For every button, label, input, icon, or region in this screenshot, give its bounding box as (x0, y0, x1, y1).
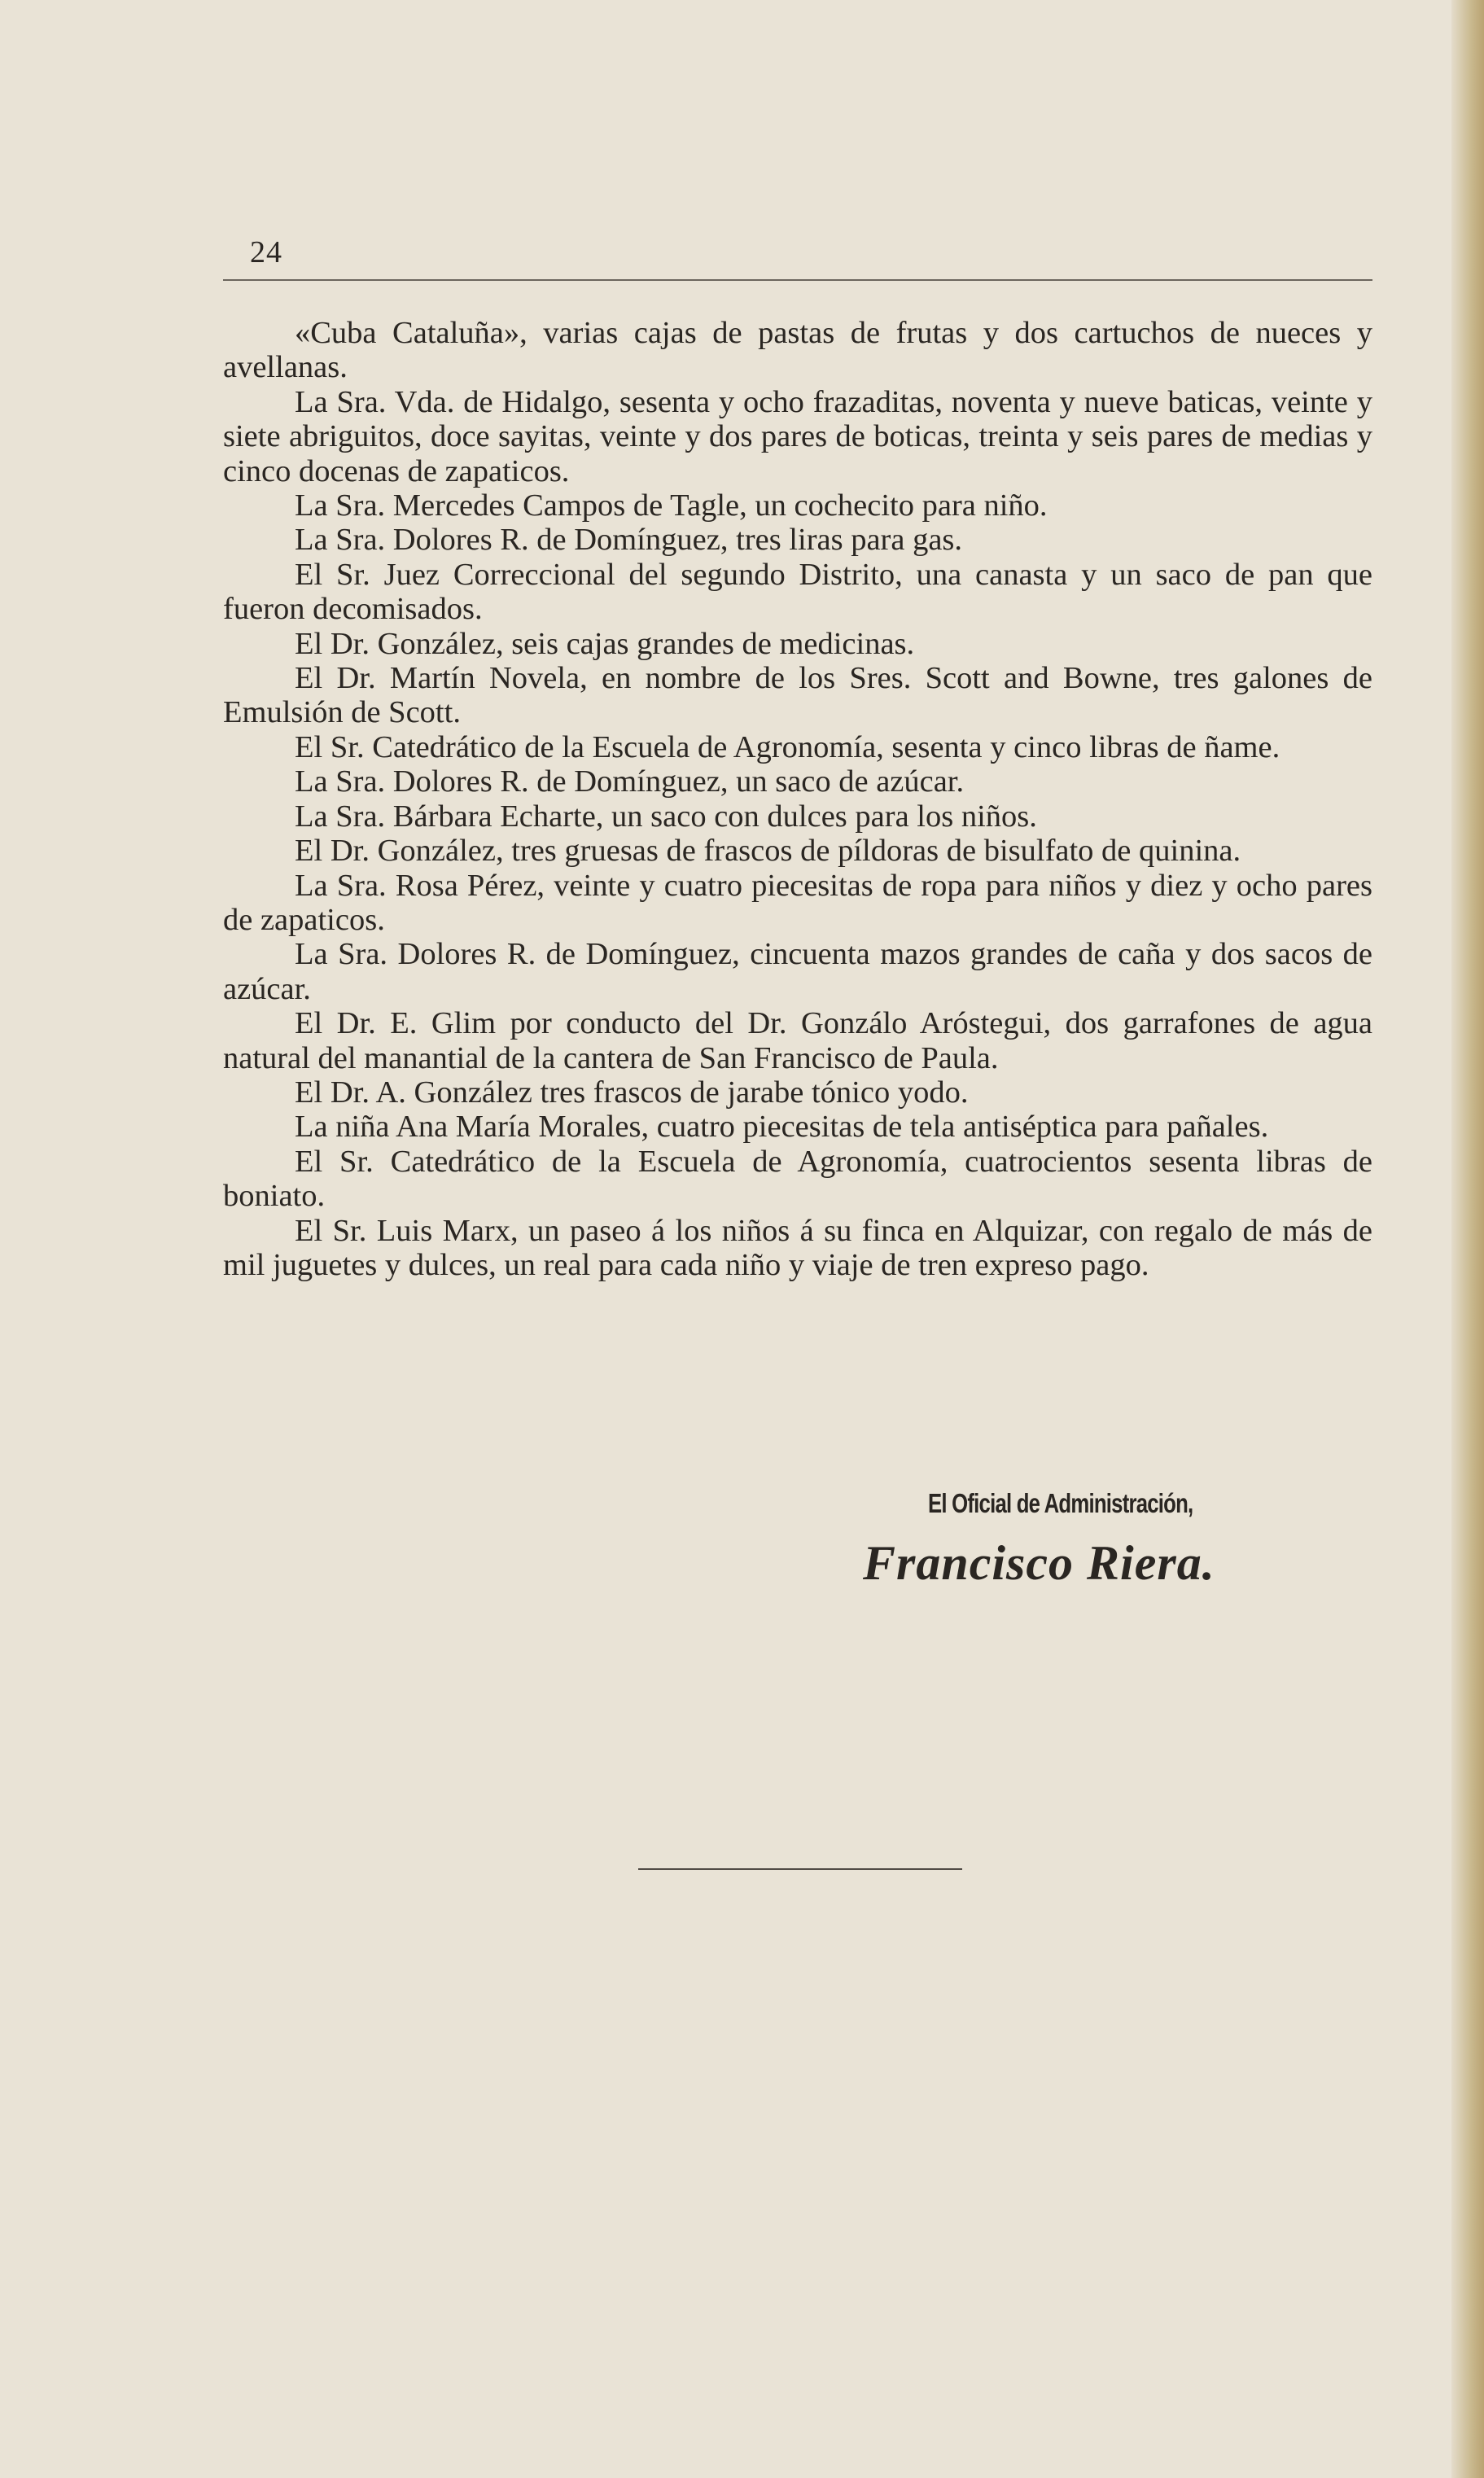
donation-entry: El Dr. A. González tres frascos de jarabe tónico yodo. (295, 1075, 969, 1110)
signature-title: El Oficial de Administración, (928, 1488, 1193, 1518)
donation-entry: El Sr. Juez Correccional del segundo Distrito, una canasta y un saco de pan que fueron decomisados. (223, 557, 1372, 627)
page-edge (1451, 0, 1484, 2478)
closing-rule (638, 1868, 962, 1870)
donation-entry: El Dr. González, tres gruesas de frascos de píldoras de bisulfato de quinina. (295, 834, 1241, 869)
donation-list (223, 316, 1372, 1282)
header-rule (223, 279, 1372, 281)
donation-entry: El Sr. Catedrático de la Escuela de Agronomía, cuatrocientos sesenta libras de boniato. (223, 1144, 1372, 1214)
donation-entry: La Sra. Rosa Pérez, veinte y cuatro piecesitas de ropa para niños y diez y ocho pares de zapaticos. (223, 868, 1372, 937)
donation-entry: La Sra. Dolores R. de Domínguez, tres liras para gas. (295, 523, 963, 558)
donation-entry: El Dr. González, seis cajas grandes de medicinas. (295, 626, 915, 661)
donation-entry: El Sr. Luis Marx, un paseo á los niños á su finca en Alquizar, con regalo de más de mil juguetes y dulces, un real para cada niño y viaje de tren expreso pago. (223, 1213, 1372, 1282)
donation-entry: La niña Ana María Morales, cuatro piecesitas de tela antiséptica para pañales. (295, 1110, 1269, 1145)
donation-entry: La Sra. Vda. de Hidalgo, sesenta y ocho frazaditas, noventa y nueve baticas, veinte y siete abriguitos, doce sayitas, veinte y dos pares de boticas, treinta y seis pares de medias y cinco docenas de zapaticos. (223, 384, 1372, 488)
donation-entry: «Cuba Cataluña», varias cajas de pastas de frutas y dos cartuchos de nueces y avellanas. (223, 316, 1372, 385)
donation-entry: El Dr. E. Glim por conducto del Dr. Gonzálo Aróstegui, dos garrafones de agua natural del manantial de la cantera de San Francisco de Paula. (223, 1006, 1372, 1075)
donation-entry: La Sra. Mercedes Campos de Tagle, un cochecito para niño. (295, 488, 1048, 523)
donation-entry: El Sr. Catedrático de la Escuela de Agronomía, sesenta y cinco libras de ñame. (295, 729, 1280, 764)
donation-entry: La Sra. Dolores R. de Domínguez, un saco de azúcar. (295, 764, 965, 799)
donation-entry: La Sra. Dolores R. de Domínguez, cincuenta mazos grandes de caña y dos sacos de azúcar. (223, 937, 1372, 1006)
donation-entry: La Sra. Bárbara Echarte, un saco con dulces para los niños. (295, 799, 1037, 834)
signature-block (863, 1488, 1372, 1591)
donation-entry: El Dr. Martín Novela, en nombre de los Sres. Scott and Bowne, tres galones de Emulsión de Scott. (223, 661, 1372, 730)
signature-name: Francisco Riera. (863, 1536, 1215, 1590)
page-number: 24 (250, 235, 282, 269)
